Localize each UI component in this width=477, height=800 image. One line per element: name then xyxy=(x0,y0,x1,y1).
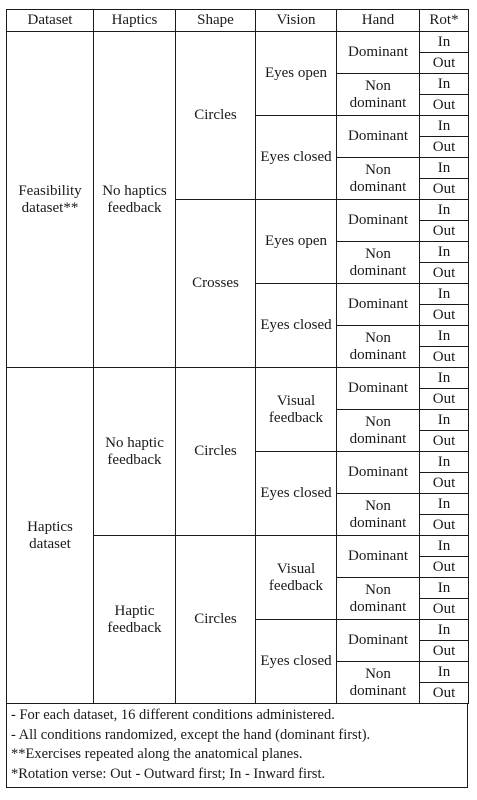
rotation-cell: Out xyxy=(420,305,469,326)
hand-cell: Dominant xyxy=(337,536,420,578)
hand-cell: Dominant xyxy=(337,116,420,158)
header-shape: Shape xyxy=(176,10,256,32)
table-body xyxy=(7,10,469,704)
hand-cell: Dominant xyxy=(337,200,420,242)
rotation-cell: Out xyxy=(420,473,469,494)
header-rot: Rot* xyxy=(420,10,469,32)
rotation-cell: In xyxy=(420,158,469,179)
conditions-table xyxy=(6,9,469,704)
rotation-cell: Out xyxy=(420,515,469,536)
rotation-cell: Out xyxy=(420,263,469,284)
rotation-cell: In xyxy=(420,32,469,53)
rotation-cell: In xyxy=(420,410,469,431)
hand-cell: Non dominant xyxy=(337,242,420,284)
table-row xyxy=(7,368,469,389)
footnotes xyxy=(6,704,468,788)
rotation-cell: In xyxy=(420,116,469,137)
hand-cell: Non dominant xyxy=(337,326,420,368)
header-dataset: Dataset xyxy=(7,10,94,32)
hand-cell: Non dominant xyxy=(337,494,420,536)
rotation-cell: Out xyxy=(420,683,469,704)
vision-cell: Eyes closed xyxy=(256,284,337,368)
header-hand: Hand xyxy=(337,10,420,32)
rotation-cell: Out xyxy=(420,347,469,368)
hand-cell: Dominant xyxy=(337,620,420,662)
rotation-cell: In xyxy=(420,326,469,347)
footnote: - For each dataset, 16 different conditions administered. xyxy=(11,707,335,723)
rotation-cell: Out xyxy=(420,137,469,158)
hand-cell: Non dominant xyxy=(337,410,420,452)
vision-cell: Eyes open xyxy=(256,200,337,284)
rotation-cell: Out xyxy=(420,557,469,578)
header-row xyxy=(7,10,469,32)
conditions-table-container xyxy=(6,9,468,788)
rotation-cell: Out xyxy=(420,389,469,410)
vision-cell: Visual feedback xyxy=(256,368,337,452)
footnote: **Exercises repeated along the anatomical planes. xyxy=(11,746,303,762)
rotation-cell: Out xyxy=(420,95,469,116)
rotation-cell: In xyxy=(420,200,469,221)
rotation-cell: In xyxy=(420,452,469,473)
hand-cell: Non dominant xyxy=(337,578,420,620)
shape-cell: Crosses xyxy=(176,200,256,368)
rotation-cell: In xyxy=(420,242,469,263)
rotation-cell: Out xyxy=(420,431,469,452)
hand-cell: Non dominant xyxy=(337,74,420,116)
rotation-cell: In xyxy=(420,368,469,389)
rotation-cell: In xyxy=(420,536,469,557)
rotation-cell: In xyxy=(420,662,469,683)
hand-cell: Non dominant xyxy=(337,158,420,200)
rotation-cell: Out xyxy=(420,53,469,74)
rotation-cell: In xyxy=(420,74,469,95)
vision-cell: Eyes closed xyxy=(256,620,337,704)
table-row xyxy=(7,32,469,53)
hand-cell: Dominant xyxy=(337,284,420,326)
footnote: - All conditions randomized, except the hand (dominant first). xyxy=(11,726,371,743)
vision-cell: Eyes closed xyxy=(256,452,337,536)
haptics-cell: No haptic feedback xyxy=(94,368,176,536)
rotation-cell: Out xyxy=(420,599,469,620)
haptics-cell: No haptics feedback xyxy=(94,32,176,368)
vision-cell: Eyes closed xyxy=(256,116,337,200)
rotation-cell: In xyxy=(420,578,469,599)
vision-cell: Visual feedback xyxy=(256,536,337,620)
rotation-cell: In xyxy=(420,494,469,515)
hand-cell: Dominant xyxy=(337,368,420,410)
dataset-cell: Haptics dataset xyxy=(7,368,94,704)
hand-cell: Dominant xyxy=(337,32,420,74)
hand-cell: Dominant xyxy=(337,452,420,494)
vision-cell: Eyes open xyxy=(256,32,337,116)
dataset-cell: Feasibility dataset** xyxy=(7,32,94,368)
rotation-cell: In xyxy=(420,620,469,641)
rotation-cell: Out xyxy=(420,179,469,200)
rotation-cell: In xyxy=(420,284,469,305)
shape-cell: Circles xyxy=(176,32,256,200)
header-haptics: Haptics xyxy=(94,10,176,32)
hand-cell: Non dominant xyxy=(337,662,420,704)
rotation-cell: Out xyxy=(420,641,469,662)
header-vision: Vision xyxy=(256,10,337,32)
shape-cell: Circles xyxy=(176,368,256,536)
shape-cell: Circles xyxy=(176,536,256,704)
rotation-cell: Out xyxy=(420,221,469,242)
footnote: *Rotation verse: Out - Outward first; In - Inward first. xyxy=(11,765,326,782)
haptics-cell: Haptic feedback xyxy=(94,536,176,704)
